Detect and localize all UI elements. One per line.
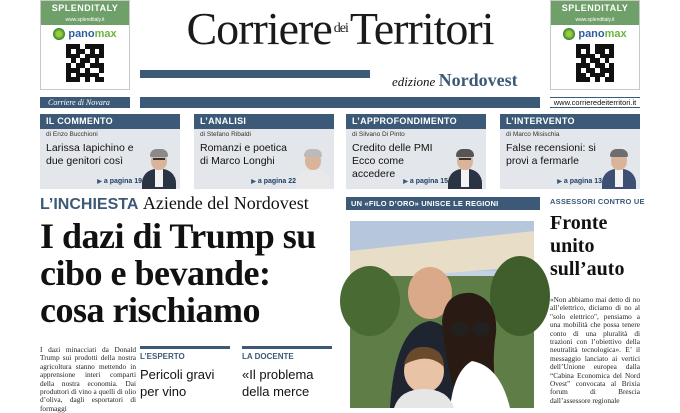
- advert-brand-top: SPLENDITALY: [551, 1, 639, 21]
- teaser-approfondimento[interactable]: [346, 114, 486, 189]
- author-photo: [448, 149, 482, 187]
- advert-brand-name: panomax: [578, 28, 627, 40]
- triangle-icon: ▶: [251, 179, 256, 185]
- advert-brand-top: SPLENDITALY: [41, 1, 129, 21]
- triangle-icon: ▶: [403, 179, 408, 185]
- teaser-title: Credito delle PMI Ecco come accedere: [352, 142, 433, 180]
- right-story-headline[interactable]: Fronte unito sull’auto: [550, 212, 625, 280]
- masthead-strip: [140, 97, 540, 108]
- teaser-byline: di Enzo Bucchioni: [46, 131, 98, 138]
- sub-story-title: Pericoli gravi per vino: [140, 367, 215, 399]
- teaser-page-ref: ▶ a pagina 15: [403, 178, 448, 185]
- family-photo-illustration: [350, 221, 534, 408]
- advert-left[interactable]: [40, 0, 130, 90]
- sub-story-title: «Il problema della merce: [242, 367, 314, 399]
- main-kicker: L’INCHIESTA Aziende del Nordovest: [40, 193, 309, 213]
- family-photo[interactable]: [350, 221, 534, 408]
- website-url[interactable]: www.corrieredeiterritori.it: [550, 97, 640, 108]
- main-body-text: I dazi minacciati da Donald Trump sui prodotti della nostra agricoltura stanno mettendo in apprensione interi comparti della nostra economia. Dai produttori di vino a quelli di olio d’oliva, dagli esportatori di formaggi: [40, 345, 136, 413]
- teaser-byline: di Stefano Ribaldi: [200, 131, 251, 138]
- teaser-section: L’APPROFONDIMENTO: [346, 114, 486, 129]
- edition-bar: [140, 70, 370, 78]
- triangle-icon: ▶: [557, 179, 562, 185]
- advert-brand: [551, 28, 639, 40]
- advert-right[interactable]: [550, 0, 640, 90]
- masthead-title: Corriere $^{dei}$Territori: [186, 3, 494, 54]
- main-headline[interactable]: I dazi di Trump su cibo e bevande: cosa rischiamo: [40, 216, 316, 330]
- teaser-section: L’INTERVENTO: [500, 114, 640, 129]
- sub-story-label: L’ESPERTO: [140, 352, 185, 361]
- advert-brand-url: www.splenditaly.it: [41, 17, 129, 25]
- sister-paper-link[interactable]: Corriere di Novara: [40, 97, 130, 108]
- triangle-icon: ▶: [97, 179, 102, 185]
- teaser-title: False recensioni: si provi a fermarle: [506, 142, 596, 167]
- panomax-logo-icon: [53, 28, 65, 40]
- masthead[interactable]: [140, 0, 540, 78]
- sub-story-docente[interactable]: [242, 346, 332, 400]
- advert-brand-url: www.splenditaly.it: [551, 17, 639, 25]
- sub-story-esperto[interactable]: [140, 346, 230, 400]
- author-photo: [602, 149, 636, 187]
- teaser-page-ref: ▶ a pagina 13: [557, 178, 602, 185]
- teaser-page-ref: ▶ a pagina 22: [251, 178, 296, 185]
- photo-story-header[interactable]: UN «FILO D’ORO» UNISCE LE REGIONI: [346, 197, 540, 210]
- qr-code-icon[interactable]: [576, 44, 614, 82]
- teaser-title: Larissa Iapichino e due genitori così: [46, 142, 134, 167]
- teaser-commento[interactable]: [40, 114, 180, 189]
- teaser-intervento[interactable]: [500, 114, 640, 189]
- teaser-title: Romanzi e poetica di Marco Longhi: [200, 142, 287, 167]
- teaser-section: IL COMMENTO: [40, 114, 180, 129]
- sub-story-label: LA DOCENTE: [242, 352, 294, 361]
- edition-label: edizione Nordovest: [392, 70, 518, 90]
- panomax-logo-icon: [563, 28, 575, 40]
- teaser-byline: di Silvano Di Pinto: [352, 131, 405, 138]
- advert-brand: [41, 28, 129, 40]
- advert-brand-name: panomax: [68, 28, 117, 40]
- author-photo: [296, 149, 330, 187]
- right-story-body: «Non abbiamo mai detto di no all’elettrico, diciamo di no al "solo elettrico", pensiamo a una mobilità che possa tenere conto di una pluralità di trazioni con l’obiettivo della neutralità tecnologica». E’ il messaggio lanciato ai vertici dell’Unione europea dalla “Cabina Economica del Nord Ovest” convocata al Brixia forum di Brescia dall’assessore regionale: [550, 295, 640, 405]
- teaser-analisi[interactable]: [194, 114, 334, 189]
- teaser-byline: di Marco Misischia: [506, 131, 560, 138]
- teaser-section: L’ANALISI: [194, 114, 334, 129]
- right-story-label: ASSESSORI CONTRO UE: [550, 197, 645, 206]
- author-photo: [142, 149, 176, 187]
- teaser-page-ref: ▶ a pagina 19: [97, 178, 142, 185]
- qr-code-icon[interactable]: [66, 44, 104, 82]
